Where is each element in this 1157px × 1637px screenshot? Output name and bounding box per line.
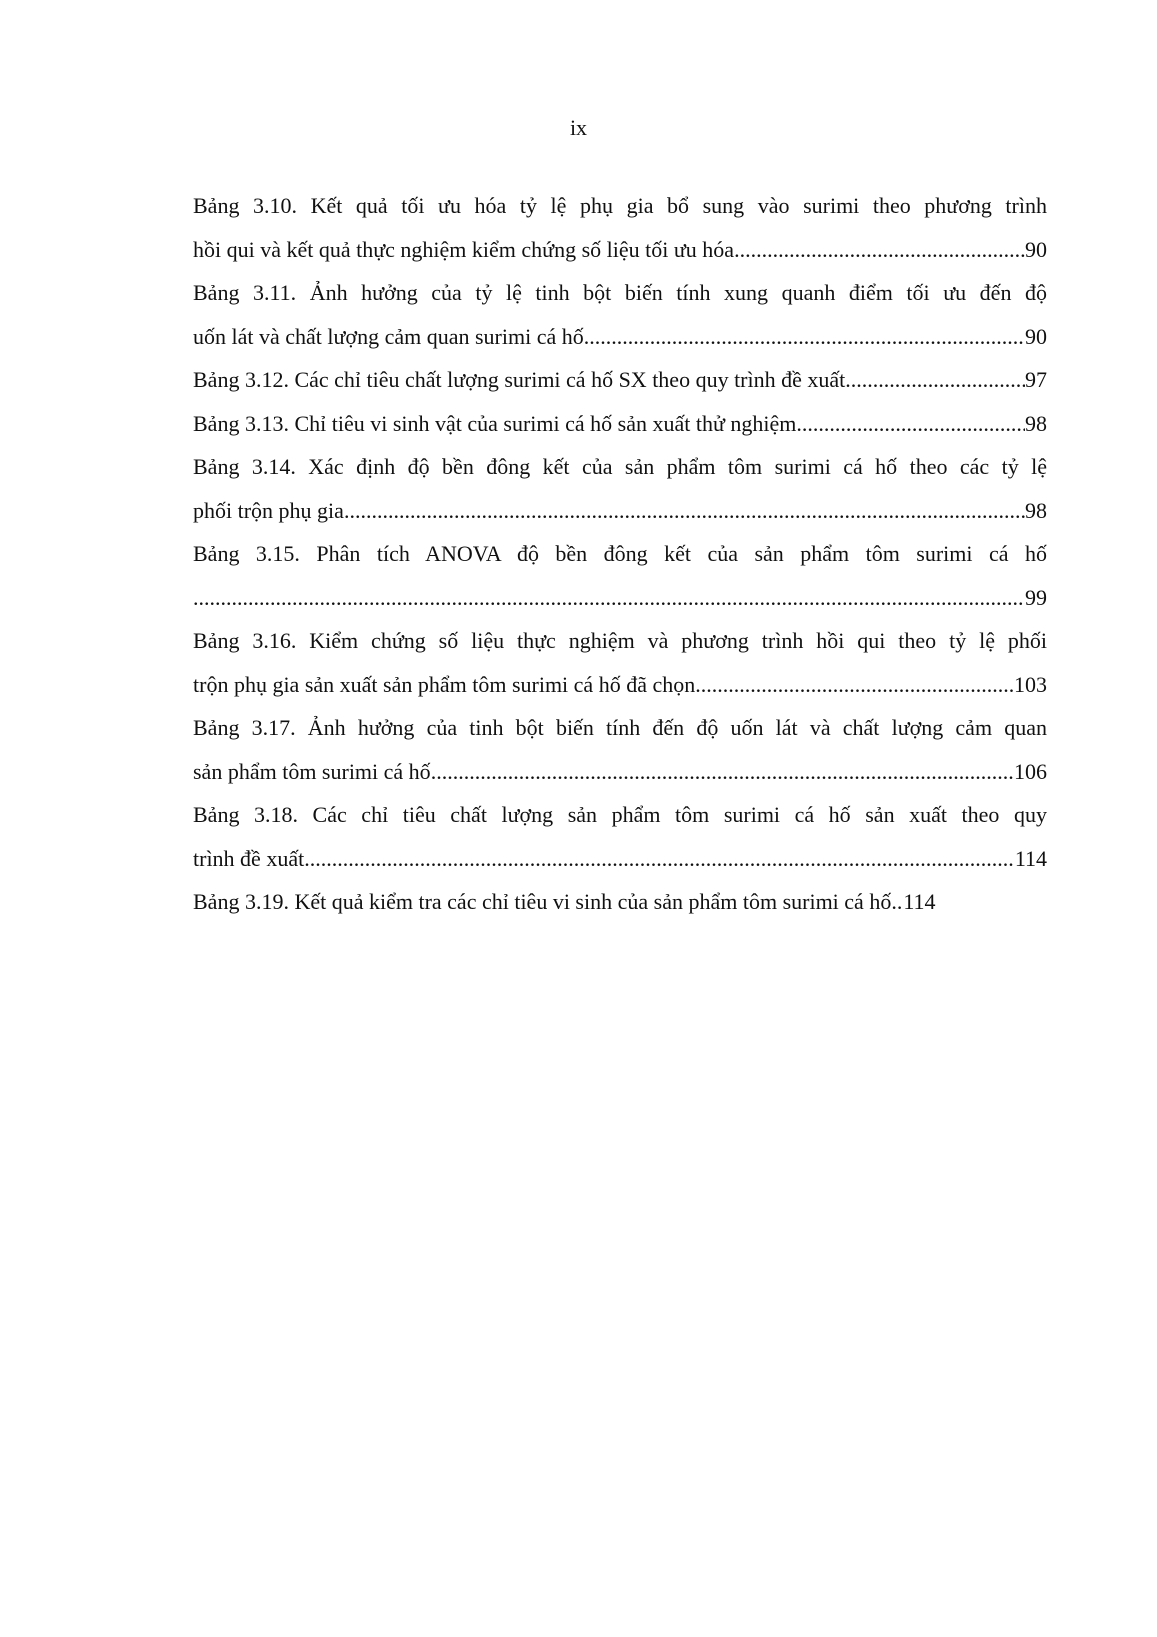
leader-dots — [734, 228, 1025, 272]
toc-entry-3-16[interactable] — [193, 619, 1047, 706]
toc-entry-title: Bảng 3.10. Kết quả tối ưu hóa tỷ lệ phụ gia bổ sung vào surimi theo phương trình — [193, 193, 1047, 218]
toc-entry-title: Bảng 3.18. Các chỉ tiêu chất lượng sản phẩm tôm surimi cá hố sản xuất theo quy — [193, 802, 1047, 827]
leader-dots — [695, 663, 1014, 707]
toc-entry-leader — [193, 315, 1047, 359]
toc-entry-page: 103 — [1014, 671, 1047, 697]
toc-entry-leader — [193, 663, 1047, 707]
toc-entry-leader — [193, 880, 1047, 924]
toc-entry-3-15[interactable] — [193, 532, 1047, 619]
leader-dots — [891, 880, 903, 924]
toc-entry-title: Bảng 3.15. Phân tích ANOVA độ bền đông kết của sản phẩm tôm surimi cá hố — [193, 541, 1047, 566]
toc-entry-title: Bảng 3.19. Kết quả kiểm tra các chỉ tiêu vi sinh của sản phẩm tôm surimi cá hố — [193, 889, 892, 914]
toc-entry-3-12[interactable] — [193, 358, 1047, 402]
toc-entry-leader — [193, 358, 1047, 402]
toc-entry-page: 97 — [1025, 367, 1047, 392]
toc-entry-3-14[interactable] — [193, 445, 1047, 532]
leader-dots — [584, 315, 1025, 359]
toc-entry-page: 90 — [1025, 323, 1047, 349]
toc-entry-leader — [193, 576, 1047, 620]
leader-dots — [193, 576, 1025, 620]
leader-dots — [796, 402, 1025, 446]
toc-entry-title-cont: hồi qui và kết quả thực nghiệm kiểm chứng số liệu tối ưu hóa — [193, 236, 735, 262]
toc-entry-title: Bảng 3.12. Các chỉ tiêu chất lượng surimi cá hố SX theo quy trình đề xuất — [193, 367, 846, 392]
toc-entry-title: Bảng 3.14. Xác định độ bền đông kết của sản phẩm tôm surimi cá hố theo các tỷ lệ — [193, 454, 1047, 479]
toc-entry-title: Bảng 3.16. Kiểm chứng số liệu thực nghiệm và phương trình hồi qui theo tỷ lệ phối — [193, 628, 1047, 653]
leader-dots — [344, 489, 1025, 533]
toc-entry-title-cont: trộn phụ gia sản xuất sản phẩm tôm surimi cá hố đã chọn — [193, 671, 696, 697]
toc-entry-3-17[interactable] — [193, 706, 1047, 793]
toc-entry-title-cont: phối trộn phụ gia — [193, 497, 344, 523]
toc-entry-3-10[interactable] — [193, 184, 1047, 271]
leader-dots — [304, 837, 1015, 881]
toc-entry-title-cont: uốn lát và chất lượng cảm quan surimi cá hố — [193, 323, 584, 349]
toc-entry-title: Bảng 3.11. Ảnh hưởng của tỷ lệ tinh bột biến tính xung quanh điểm tối ưu đến độ — [193, 280, 1047, 305]
toc-entry-page: 106 — [1014, 758, 1047, 784]
toc-entry-leader — [193, 228, 1047, 272]
table-list — [193, 184, 1047, 924]
page-number: ix — [569, 115, 588, 140]
toc-entry-page: 114 — [903, 889, 936, 914]
toc-entry-page: 90 — [1025, 236, 1047, 262]
toc-entry-title-cont: sản phẩm tôm surimi cá hố — [193, 758, 431, 784]
toc-entry-3-19[interactable] — [193, 880, 1047, 924]
toc-entry-3-18[interactable] — [193, 793, 1047, 880]
toc-entry-3-13[interactable] — [193, 402, 1047, 446]
toc-entry-page: 114 — [1014, 845, 1047, 871]
toc-entry-title: Bảng 3.17. Ảnh hưởng của tinh bột biến tính đến độ uốn lát và chất lượng cảm quan — [193, 715, 1047, 740]
toc-entry-page: 98 — [1025, 410, 1047, 436]
leader-dots — [845, 358, 1025, 402]
toc-entry-leader — [193, 402, 1047, 446]
toc-entry-leader — [193, 489, 1047, 533]
toc-entry-leader — [193, 750, 1047, 794]
toc-entry-leader — [193, 837, 1047, 881]
toc-entry-page: 99 — [1025, 584, 1047, 610]
toc-entry-page: 98 — [1025, 497, 1047, 523]
toc-entry-title-cont: trình đề xuất — [193, 845, 305, 871]
toc-entry-3-11[interactable] — [193, 271, 1047, 358]
leader-dots — [431, 750, 1014, 794]
toc-entry-title: Bảng 3.13. Chỉ tiêu vi sinh vật của surimi cá hố sản xuất thử nghiệm — [193, 410, 797, 436]
